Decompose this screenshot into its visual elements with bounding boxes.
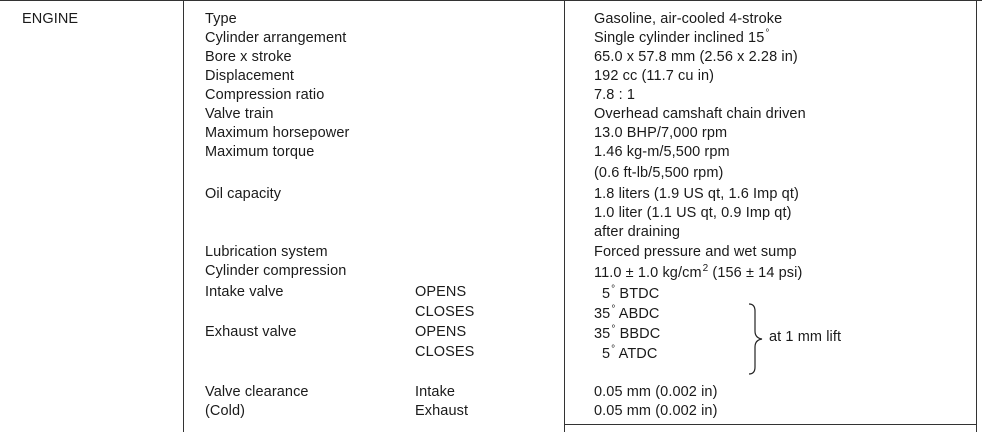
table-bottom-border bbox=[564, 424, 976, 425]
spec-value-valve-train: Overhead camshaft chain driven bbox=[594, 106, 806, 122]
spec-value-cylinder-arrangement: Single cylinder inclined 15° bbox=[594, 28, 770, 46]
valve-event-intake-opens: OPENS bbox=[415, 284, 467, 300]
clearance-sub-intake: Intake bbox=[415, 384, 456, 400]
clearance-label: Valve clearance bbox=[205, 384, 309, 400]
right-brace bbox=[748, 303, 764, 375]
spec-value-displacement: 192 cc (11.7 cu in) bbox=[594, 68, 715, 84]
spec-value-oil-capacity-drain: 1.0 liter (1.1 US qt, 0.9 Imp qt) bbox=[594, 205, 792, 221]
spec-label-max-torque: Maximum torque bbox=[205, 144, 315, 160]
spec-value-oil-capacity: 1.8 liters (1.9 US qt, 1.6 Imp qt) bbox=[594, 186, 799, 202]
spec-label-compression-ratio: Compression ratio bbox=[205, 87, 325, 103]
clearance-value-exhaust: 0.05 mm (0.002 in) bbox=[594, 403, 718, 419]
spec-value-oil-capacity-note: after draining bbox=[594, 224, 681, 240]
spec-value-max-torque: 1.46 kg-m/5,500 rpm bbox=[594, 144, 730, 160]
spec-label-type: Type bbox=[205, 11, 237, 27]
valve-timing-intake-opens: 5° BTDC bbox=[602, 284, 660, 302]
table-top-border bbox=[0, 0, 982, 1]
clearance-label-cold: (Cold) bbox=[205, 403, 246, 419]
valve-label-intake: Intake valve bbox=[205, 284, 284, 300]
spec-value-type: Gasoline, air-cooled 4-stroke bbox=[594, 11, 783, 27]
spec-label-cylinder-arrangement: Cylinder arrangement bbox=[205, 30, 347, 46]
valve-event-exhaust-closes: CLOSES bbox=[415, 344, 475, 360]
spec-value-max-horsepower: 13.0 BHP/7,000 rpm bbox=[594, 125, 728, 141]
spec-value-bore-stroke: 65.0 x 57.8 mm (2.56 x 2.28 in) bbox=[594, 49, 798, 65]
valve-timing-exhaust-opens: 35° BBDC bbox=[594, 324, 661, 342]
section-title: ENGINE bbox=[22, 11, 79, 27]
spec-value-lubrication: Forced pressure and wet sump bbox=[594, 244, 797, 260]
spec-value-max-torque-imperial: (0.6 ft-lb/5,500 rpm) bbox=[594, 165, 724, 181]
spec-value-compression-ratio: 7.8 : 1 bbox=[594, 87, 636, 103]
brace-note: at 1 mm lift bbox=[769, 329, 842, 345]
valve-timing-exhaust-closes: 5° ATDC bbox=[602, 344, 658, 362]
valve-label-exhaust: Exhaust valve bbox=[205, 324, 297, 340]
spec-label-displacement: Displacement bbox=[205, 68, 295, 84]
spec-label-lubrication: Lubrication system bbox=[205, 244, 328, 260]
clearance-value-intake: 0.05 mm (0.002 in) bbox=[594, 384, 718, 400]
column-divider-1 bbox=[183, 0, 184, 432]
valve-event-exhaust-opens: OPENS bbox=[415, 324, 467, 340]
clearance-sub-exhaust: Exhaust bbox=[415, 403, 469, 419]
valve-timing-intake-closes: 35° ABDC bbox=[594, 304, 660, 322]
spec-label-oil-capacity: Oil capacity bbox=[205, 186, 282, 202]
column-divider-3 bbox=[976, 0, 977, 432]
spec-label-valve-train: Valve train bbox=[205, 106, 274, 122]
spec-value-cyl-compression: 11.0 ± 1.0 $kg/cm^2$ (156 ± 14 psi) bbox=[594, 263, 803, 281]
spec-label-max-horsepower: Maximum horsepower bbox=[205, 125, 350, 141]
valve-event-intake-closes: CLOSES bbox=[415, 304, 475, 320]
spec-label-cyl-compression: Cylinder compression bbox=[205, 263, 347, 279]
column-divider-2 bbox=[564, 0, 565, 432]
spec-label-bore-stroke: Bore x stroke bbox=[205, 49, 292, 65]
